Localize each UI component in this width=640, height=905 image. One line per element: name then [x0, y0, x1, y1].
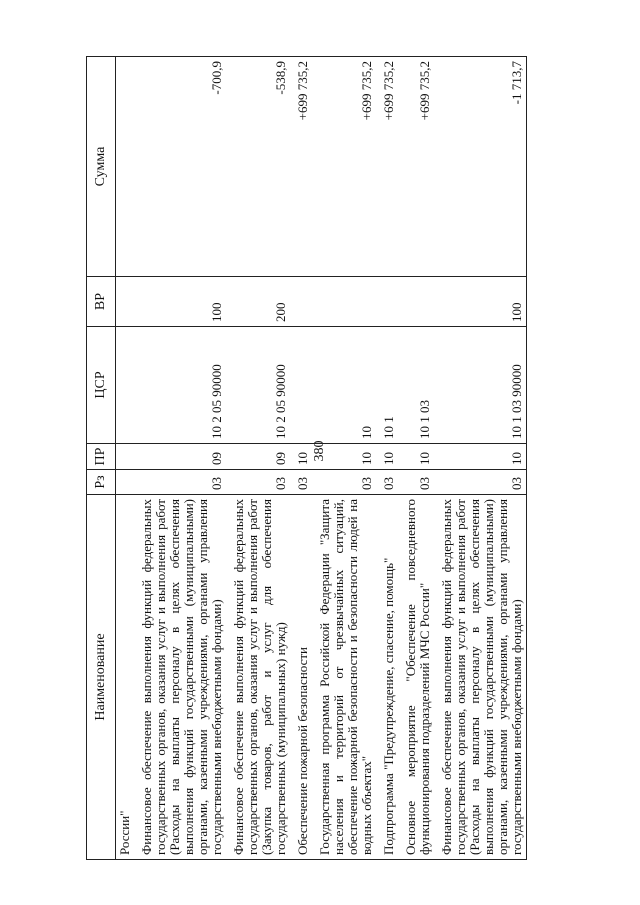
row-pr: 09: [226, 444, 290, 470]
row-pr: 10: [290, 444, 312, 470]
row-pr: [116, 444, 135, 470]
header-pr: ПР: [87, 444, 116, 470]
row-rz: 03: [134, 470, 226, 495]
row-csr: [290, 327, 312, 444]
row-rz: 03: [312, 470, 376, 495]
row-vr: [290, 277, 312, 327]
row-name: Обеспечение пожарной безопасности: [290, 495, 312, 860]
row-csr: [116, 327, 135, 444]
row-sum: -538,9: [226, 57, 290, 277]
row-csr: 10: [312, 327, 376, 444]
row-rz: 03: [434, 470, 527, 495]
header-rz: Рз: [87, 470, 116, 495]
row-sum: [116, 57, 135, 277]
row-pr: 09: [134, 444, 226, 470]
row-sum: -700,9: [134, 57, 226, 277]
row-pr: 10: [398, 444, 434, 470]
row-sum: +699 735,2: [398, 57, 434, 277]
row-vr: [376, 277, 398, 327]
table-row: [116, 57, 135, 860]
row-rz: 03: [398, 470, 434, 495]
header-csr: ЦСР: [87, 327, 116, 444]
row-rz: 03: [376, 470, 398, 495]
table-row: [290, 57, 312, 860]
header-sum: Сумма: [87, 57, 116, 277]
row-name: России": [116, 495, 135, 860]
row-rz: [116, 470, 135, 495]
row-sum: +699 735,2: [376, 57, 398, 277]
row-csr: 10 1 03 90000: [434, 327, 527, 444]
row-name: Финансовое обеспечение выполнения функций федеральных государственных органов, оказания услуг и выполнения работ (Расходы на выплаты персоналу в целях обеспечения выполнения функций государственными (муниципальными) органами, казенными учреждениями, органами управления государственными внебюджетными фондами): [134, 495, 226, 860]
row-name: Подпрограмма "Предупреждение, спасение, помощь": [376, 495, 398, 860]
row-vr: 100: [134, 277, 226, 327]
table-row: [434, 57, 527, 860]
table-row: [376, 57, 398, 860]
table-header-row: [87, 57, 116, 860]
row-name: Финансовое обеспечение выполнения функций федеральных государственных органов, оказания услуг и выполнения работ (Расходы на выплаты персоналу в целях обеспечения выполнения функций государственными (муниципальными) органами, казенными учреждениями, органами управления государственными внебюджетными фондами): [434, 495, 527, 860]
rotated-table-container: [86, 57, 566, 860]
row-vr: [312, 277, 376, 327]
row-rz: 03: [290, 470, 312, 495]
header-vr: ВР: [87, 277, 116, 327]
document-sheet: [86, 57, 566, 860]
budget-table: [86, 56, 527, 860]
row-name: Финансовое обеспечение выполнения функций федеральных государственных органов, оказания услуг и выполнения работ (Закупка товаров, работ и услуг для обеспечения государственных (муниципальных) нужд): [226, 495, 290, 860]
row-name: Основное мероприятие "Обеспечение повседневного функционирования подразделений МЧС России": [398, 495, 434, 860]
table-row: [226, 57, 290, 860]
row-vr: [398, 277, 434, 327]
row-pr: 10: [434, 444, 527, 470]
row-pr: 10: [312, 444, 376, 470]
table-row: [134, 57, 226, 860]
row-csr: 10 1: [376, 327, 398, 444]
row-sum: +699 735,2: [312, 57, 376, 277]
page-number: 380: [312, 440, 327, 462]
header-name: Наименование: [87, 495, 116, 860]
row-rz: 03: [226, 470, 290, 495]
row-pr: 10: [376, 444, 398, 470]
table-row: [312, 57, 376, 860]
table-row: [398, 57, 434, 860]
row-csr: 10 2 05 90000: [134, 327, 226, 444]
row-vr: 100: [434, 277, 527, 327]
row-vr: [116, 277, 135, 327]
row-name: Государственная программа Российской Федерации "Защита населения и территорий от чрезвычайных ситуаций, обеспечение пожарной безопасности и безопасности людей на водных объектах": [312, 495, 376, 860]
row-sum: -1 713,7: [434, 57, 527, 277]
row-sum: +699 735,2: [290, 57, 312, 277]
row-csr: 10 2 05 90000: [226, 327, 290, 444]
row-csr: 10 1 03: [398, 327, 434, 444]
row-vr: 200: [226, 277, 290, 327]
